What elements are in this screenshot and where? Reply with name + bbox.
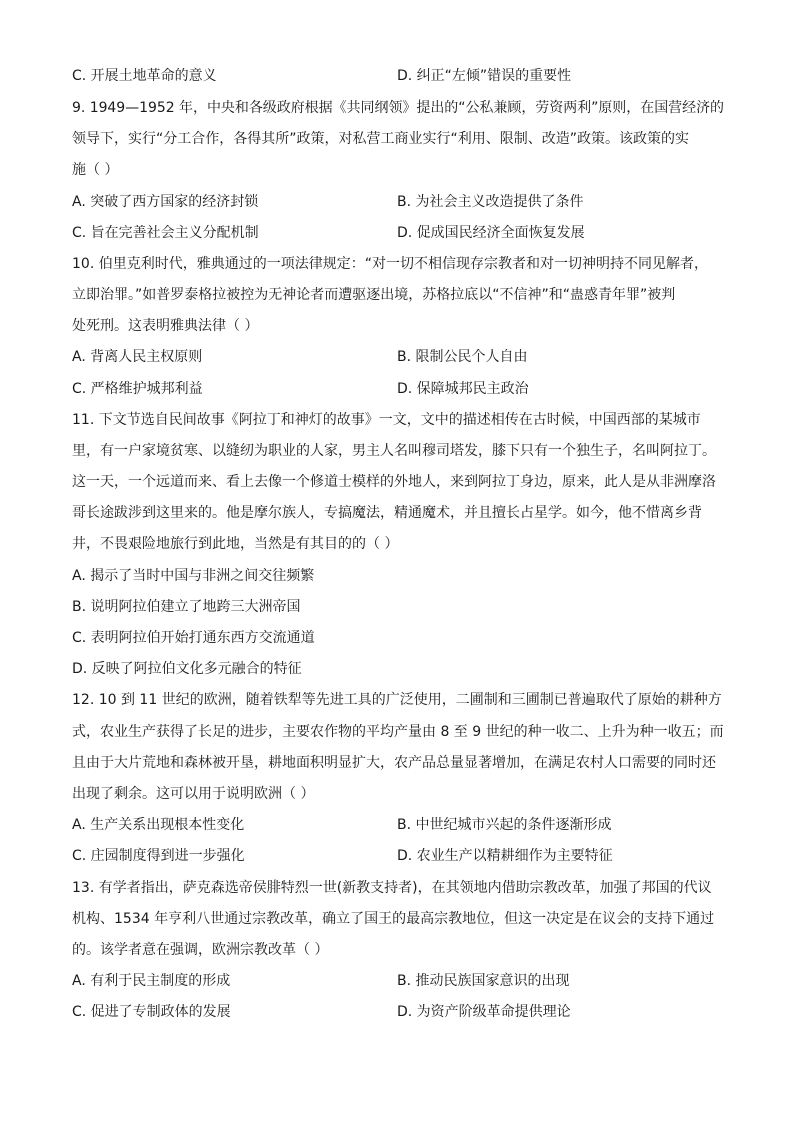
q9-option-a: A. 突破了西方国家的经济封锁 [72,194,259,210]
q12-stem-line-4: 出现了剩余。这可以用于说明欧洲（ ） [72,786,315,802]
q9-option-c: C. 旨在完善社会主义分配机制 [72,225,259,241]
q10-option-c: C. 严格维护城邦利益 [72,381,203,397]
q9-option-d: D. 促成国民经济全面恢复发展 [397,225,585,241]
q12-option-c: C. 庄园制度得到进一步强化 [72,848,245,864]
q11-stem-line-3: 这一天，一个远道而来、看上去像一个修道士模样的外地人，来到阿拉丁身边，原来，此人是从非洲摩洛 [72,474,716,490]
q13-option-b: B. 推动民族国家意识的出现 [397,973,570,989]
q11-stem-line-5: 井，不畏艰险地旅行到此地，当然是有其目的的（ ） [72,536,399,552]
q13-option-d: D. 为资产阶级革命提供理论 [397,1004,571,1020]
q9-option-b: B. 为社会主义改造提供了条件 [397,194,584,210]
q13-option-c: C. 促进了专制政体的发展 [72,1004,231,1020]
q8-option-d: D. 纠正“左倾”错误的重要性 [397,68,572,84]
q10-stem-line-3: 处死刑。这表明雅典法律（ ） [72,318,259,334]
q12-stem-line-1: 12. 10 到 11 世纪的欧洲，随着铁犁等先进工具的广泛使用，二圃制和三圃制已普遍取代了原始的耕种方 [72,692,722,708]
q12-stem-line-2: 式，农业生产获得了长足的进步，主要农作物的平均产量由 8 至 9 世纪的种一收二、上升为种一收五；而 [72,724,724,740]
q11-stem-line-2: 里，有一户家境贫寒、以缝纫为职业的人家，男主人名叫穆司塔发，膝下只有一个独生子，名叫阿拉丁。 [72,443,716,459]
q13-option-a: A. 有利于民主制度的形成 [72,973,231,989]
q12-option-a: A. 生产关系出现根本性变化 [72,817,245,833]
q12-stem-line-3: 且由于大片荒地和森林被开垦，耕地面积明显扩大，农产品总量显著增加，在满足农村人口需要的同时还 [72,755,716,771]
q10-option-d: D. 保障城邦民主政治 [397,381,529,397]
q12-option-b: B. 中世纪城市兴起的条件逐渐形成 [397,817,612,833]
q10-stem-line-1: 10. 伯里克利时代，雅典通过的一项法律规定：“对一切不相信现存宗教者和对一切神明持不同见解者， [72,256,708,272]
q11-option-b: B. 说明阿拉伯建立了地跨三大洲帝国 [72,599,301,615]
q11-stem-line-4: 哥长途跋涉到这里来的。他是摩尔族人，专搞魔法，精通魔术，并且擅长占星学。如今，他不惜离乡背 [72,505,702,521]
q8-option-c: C. 开展土地革命的意义 [72,68,217,84]
q11-stem-line-1: 11. 下文节选自民间故事《阿拉丁和神灯的故事》一文，文中的描述相传在古时候，中国西部的某城市 [72,412,701,428]
q11-option-d: D. 反映了阿拉伯文化多元融合的特征 [72,661,302,677]
q9-stem-line-2: 领导下，实行“分工合作，各得其所”政策，对私营工商业实行“利用、限制、改造”政策。该政策的实 [72,131,690,147]
q11-option-c: C. 表明阿拉伯开始打通东西方交流通道 [72,630,315,646]
q13-stem-line-1: 13. 有学者指出，萨克森选帝侯腓特烈一世(新教支持者)，在其领地内借助宗教改革，加强了邦国的代议 [72,880,712,896]
q13-stem-line-3: 的。该学者意在强调，欧洲宗教改革（ ） [72,942,329,958]
q13-stem-line-2: 机构、1534 年亨利八世通过宗教改革，确立了国王的最高宗教地位，但这一决定是在议会的支持下通过 [72,911,715,927]
q10-stem-line-2: 立即治罪。”如普罗泰格拉被控为无神论者而遭驱逐出境，苏格拉底以“不信神”和“蛊惑青年罪”被判 [72,287,676,303]
q9-stem-line-3: 施（ ） [72,162,119,178]
q11-option-a: A. 揭示了当时中国与非洲之间交往频繁 [72,568,315,584]
q10-option-a: A. 背离人民主权原则 [72,349,203,365]
q9-stem-line-1: 9. 1949—1952 年，中央和各级政府根据《共同纲领》提出的“公私兼顾，劳资两利”原则，在国营经济的 [72,100,725,116]
q10-option-b: B. 限制公民个人自由 [397,349,528,365]
q12-option-d: D. 农业生产以精耕细作为主要特征 [397,848,613,864]
